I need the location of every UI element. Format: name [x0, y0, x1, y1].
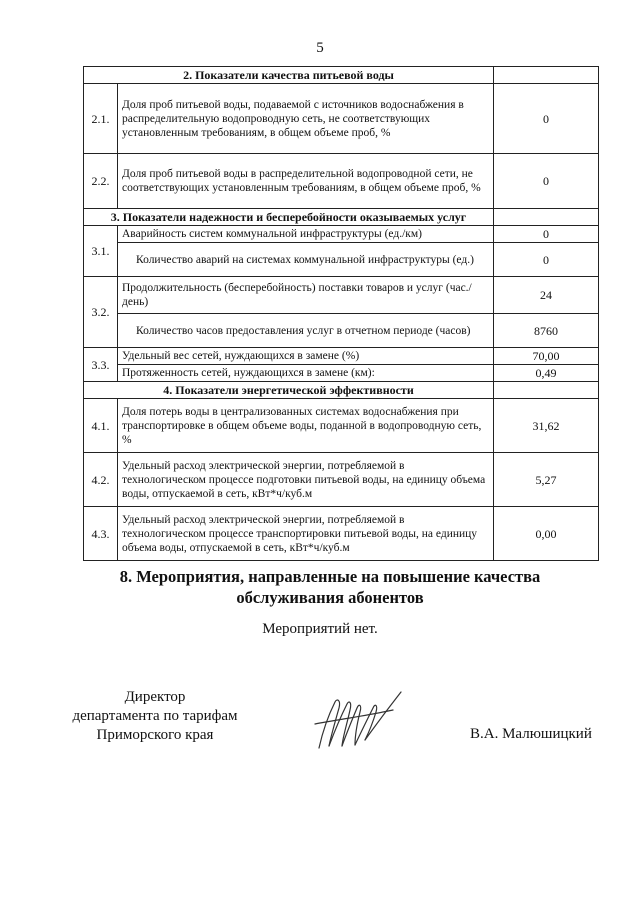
indicators-table: [83, 66, 599, 561]
handwritten-signature: [305, 690, 415, 750]
row-description: Удельный расход электрической энергии, потребляемой в технологическом процессе транспортировки питьевой воды, на единицу объема воды, отпускаемой в сеть, кВт*ч/куб.м: [118, 507, 494, 561]
row-value: 24: [494, 277, 599, 314]
table-row: [84, 243, 599, 277]
row-value: 31,62: [494, 399, 599, 453]
page-number: 5: [316, 40, 324, 56]
table-row: [84, 348, 599, 365]
row-value: 5,27: [494, 453, 599, 507]
row-value: 0,49: [494, 365, 599, 382]
row-number: 3.2.: [84, 277, 118, 348]
signatory-title-line-2: департамента по тарифам: [72, 708, 238, 724]
table-row: [84, 277, 599, 314]
row-value: 0: [494, 243, 599, 277]
table-row: [84, 226, 599, 243]
row-number: 2.1.: [84, 84, 118, 154]
row-number: 3.3.: [84, 348, 118, 382]
row-value: 70,00: [494, 348, 599, 365]
signatory-title-line-3: Приморского края: [96, 727, 214, 743]
table-row: [84, 507, 599, 561]
section-title: 4. Показатели энергетической эффективности: [84, 382, 494, 399]
row-value: 0: [494, 154, 599, 209]
section-header-row: [84, 382, 599, 399]
row-description: Доля проб питьевой воды, подаваемой с источников водоснабжения в распределительную водопроводную сеть, не соответствующих установленным требованиям, в общем объеме проб, %: [118, 84, 494, 154]
signatory-name: В.А. Малюшицкий: [470, 726, 592, 742]
row-value: 0,00: [494, 507, 599, 561]
row-number: 3.1.: [84, 226, 118, 277]
row-description: Доля проб питьевой воды в распределительной водопроводной сети, не соответствующих установленным требованиям, в общем объеме проб, %: [118, 154, 494, 209]
empty-value-cell: [494, 67, 599, 84]
row-value: 8760: [494, 314, 599, 348]
empty-value-cell: [494, 382, 599, 399]
signatory-title-line-1: Директор: [124, 689, 186, 705]
row-description: Удельный вес сетей, нуждающихся в замене (%): [118, 348, 494, 365]
section-8-heading: [60, 566, 600, 608]
table-row: [84, 399, 599, 453]
section-title: 2. Показатели качества питьевой воды: [84, 67, 494, 84]
row-description: Доля потерь воды в централизованных системах водоснабжения при транспортировке в общем объеме воды, поданной в водопроводную сеть, %: [118, 399, 494, 453]
row-value: 0: [494, 84, 599, 154]
section-header-row: [84, 67, 599, 84]
row-description: Количество аварий на системах коммунальной инфраструктуры (ед.): [118, 243, 494, 277]
table-row: [84, 84, 599, 154]
section-title: 3. Показатели надежности и бесперебойности оказываемых услуг: [84, 209, 494, 226]
section-8-heading-line-2: обслуживания абонентов: [236, 588, 424, 607]
table-row: [84, 453, 599, 507]
row-description: Количество часов предоставления услуг в отчетном периоде (часов): [118, 314, 494, 348]
empty-value-cell: [494, 209, 599, 226]
row-number: 4.1.: [84, 399, 118, 453]
row-number: 4.2.: [84, 453, 118, 507]
table-row: [84, 154, 599, 209]
row-value: 0: [494, 226, 599, 243]
row-description: Аварийность систем коммунальной инфраструктуры (ед./км): [118, 226, 494, 243]
section-header-row: [84, 209, 599, 226]
section-8-body: Мероприятий нет.: [262, 621, 378, 637]
row-description: Продолжительность (бесперебойность) поставки товаров и услуг (час./день): [118, 277, 494, 314]
row-description: Удельный расход электрической энергии, потребляемой в технологическом процессе подготовки питьевой воды, на единицу объема воды, отпускаемой в сеть, кВт*ч/куб.м: [118, 453, 494, 507]
table-row: [84, 314, 599, 348]
table-row: [84, 365, 599, 382]
section-8-heading-line-1: 8. Мероприятия, направленные на повышение качества: [119, 567, 541, 586]
signatory-title: [55, 688, 255, 745]
row-number: 4.3.: [84, 507, 118, 561]
row-description: Протяженность сетей, нуждающихся в замене (км):: [118, 365, 494, 382]
row-number: 2.2.: [84, 154, 118, 209]
